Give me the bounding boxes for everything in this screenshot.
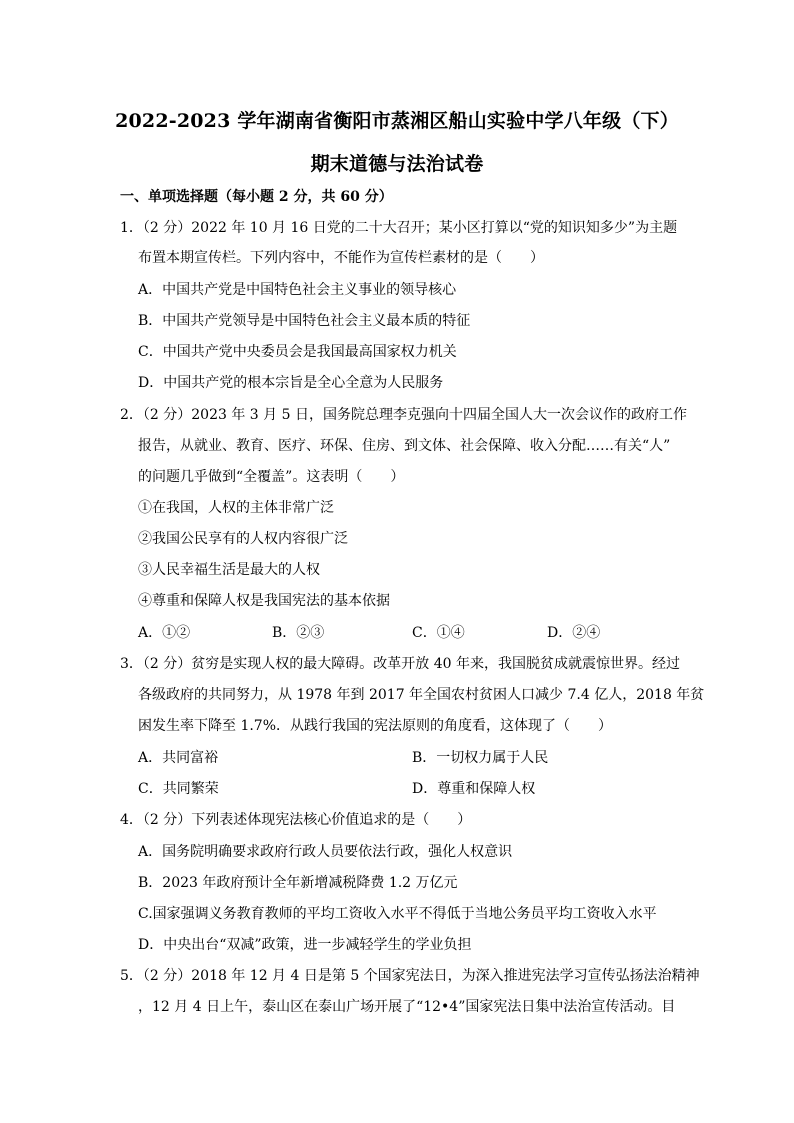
- q3-option-a: A．共同富裕: [138, 750, 219, 766]
- q3-stem-line3: 困发生率下降至 1.7%．从践行我国的宪法原则的角度看，这体现了（ ）: [138, 718, 613, 734]
- q3-option-d: D．尊重和保障人权: [412, 781, 536, 797]
- q2-stem-line3: 的问题几乎做到“全覆盖”。这表明（ ）: [138, 469, 405, 485]
- q3-option-b: B．一切权力属于人民: [412, 750, 549, 766]
- q3-stem-line1: 3．（2 分）贫穷是实现人权的最大障碍。改革开放 40 年来，我国脱贫成就震惊世界。经过: [120, 656, 680, 672]
- q1-option-c: C．中国共产党中央委员会是我国最高国家权力机关: [138, 344, 457, 360]
- exam-title-line1: 2022-2023 学年湖南省衡阳市蒸湘区船山实验中学八年级（下）: [115, 110, 679, 132]
- q2-stem-line2: 报告，从就业、教育、医疗、环保、住房、到文体、社会保障、收入分配……有关“人”: [138, 438, 671, 454]
- q2-statement-2: ②我国公民享有的人权内容很广泛: [138, 531, 348, 547]
- q4-option-b: B．2023 年政府预计全年新增减税降费 1.2 万亿元: [138, 875, 458, 891]
- q2-option-d: D．②④: [547, 625, 601, 641]
- exam-title-line2: 期末道德与法治试卷: [310, 153, 484, 175]
- q3-option-c: C．共同繁荣: [138, 781, 219, 797]
- q4-stem: 4．（2 分）下列表述体现宪法核心价值追求的是（ ）: [120, 812, 472, 828]
- q2-stem-line1: 2．（2 分）2023 年 3 月 5 日，国务院总理李克强向十四届全国人大一次会议作的政府工作: [120, 407, 687, 423]
- q2-statement-3: ③人民幸福生活是最大的人权: [138, 562, 320, 578]
- q4-option-a: A．国务院明确要求政府行政人员要依法行政，强化人权意识: [138, 844, 513, 860]
- q1-option-b: B．中国共产党领导是中国特色社会主义最本质的特征: [138, 313, 471, 329]
- q1-stem-line1: 1．（2 分）2022 年 10 月 16 日党的二十大召开；某小区打算以“党的知识知多少”为主题: [120, 220, 678, 236]
- section-heading: 一、单项选择题（每小题 2 分，共 60 分）: [120, 189, 393, 205]
- q5-stem-line1: 5．（2 分）2018 年 12 月 4 日是第 5 个国家宪法日，为深入推进宪法学习宣传弘扬法治精神: [120, 968, 700, 984]
- q3-stem-line2: 各级政府的共同努力，从 1978 年到 2017 年全国农村贫困人口减少 7.4 亿人，2018 年贫: [138, 687, 705, 703]
- q2-statement-1: ①在我国，人权的主体非常广泛: [138, 500, 334, 516]
- q2-option-b: B．②③: [272, 625, 325, 641]
- q5-stem-line2: ，12 月 4 日上午，泰山区在泰山广场开展了“12•4”国家宪法日集中法治宣传活动。目: [138, 999, 676, 1015]
- q1-option-d: D．中国共产党的根本宗旨是全心全意为人民服务: [138, 375, 444, 391]
- q2-option-a: A．①②: [138, 625, 191, 641]
- q1-stem-line2: 布置本期宣传栏。下列内容中，不能作为宣传栏素材的是（ ）: [138, 250, 544, 266]
- q2-option-c: C．①④: [412, 625, 465, 641]
- q4-option-d: D．中央出台“双减”政策，进一步减轻学生的学业负担: [138, 937, 472, 953]
- q2-statement-4: ④尊重和保障人权是我国宪法的基本依据: [138, 593, 390, 609]
- q1-option-a: A．中国共产党是中国特色社会主义事业的领导核心: [138, 282, 457, 298]
- q4-option-c: C.国家强调义务教育教师的平均工资收入水平不得低于当地公务员平均工资收入水平: [138, 906, 657, 922]
